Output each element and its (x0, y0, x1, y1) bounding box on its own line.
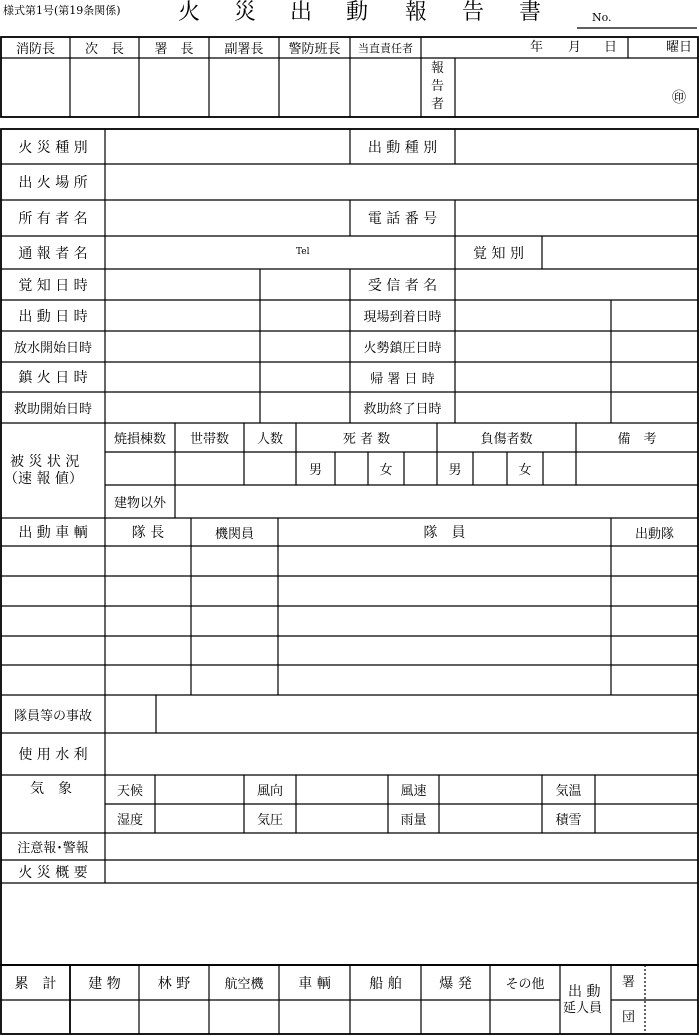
col-deputy-station-chief: 副署長 (224, 42, 264, 57)
col-building: 建 物 (88, 975, 121, 992)
label-sky: 天候 (116, 784, 143, 799)
label-water-start: 放水開始日時 (13, 341, 92, 356)
title-char-2: 災 (234, 0, 257, 25)
label-corps: 団 (622, 1010, 636, 1025)
label-warnings: 注意報･警報 (17, 841, 89, 856)
label-return-time: 帰 署 日 時 (370, 371, 435, 387)
col-deputy-chief: 次 長 (84, 42, 124, 57)
col-engineer: 機関員 (214, 526, 254, 542)
label-rainfall: 雨量 (400, 813, 427, 828)
label-wind-speed: 風速 (400, 784, 427, 799)
title-char-5: 報 (405, 0, 428, 25)
label-dispatch-time: 出 動 日 時 (18, 308, 88, 325)
date-month: 月 (568, 40, 582, 55)
col-aircraft: 航空機 (224, 977, 264, 992)
col-explosion: 爆 発 (439, 975, 472, 992)
col-burned-buildings: 焼損棟数 (113, 432, 166, 447)
label-awareness-time: 覚 知 日 時 (18, 277, 88, 294)
label-awareness-type: 覚 知 別 (473, 245, 524, 262)
label-accident: 隊員等の事故 (13, 708, 92, 724)
label-rescue-end: 救助終了日時 (363, 402, 442, 417)
col-vehicle: 車 輌 (298, 975, 331, 992)
col-unit: 出動隊 (634, 526, 674, 542)
col-forest: 林 野 (157, 975, 191, 992)
label-dispatch-type: 出 動 種 別 (367, 139, 438, 156)
form-number: 様式第1号(第19条関係) (3, 4, 121, 17)
col-ship: 船 舶 (369, 975, 402, 992)
title-char-4: 動 (346, 0, 369, 25)
label-dispatch: 出 動 (568, 984, 601, 1000)
reporter-char-3: 者 (431, 97, 445, 112)
col-station-chief: 署 長 (154, 42, 194, 57)
label-temperature: 気温 (555, 784, 582, 799)
reporter-char-1: 報 (431, 61, 445, 76)
col-remarks: 備 考 (617, 432, 657, 447)
label-wind-direction: 風向 (256, 784, 283, 799)
col-members: 隊 員 (423, 525, 466, 541)
label-receiver-name: 受 信 者 名 (367, 277, 438, 294)
label-suppression-time: 火勢鎮圧日時 (363, 341, 442, 356)
title-char-1: 火 (178, 0, 201, 25)
label-cumulative: 累 計 (14, 975, 57, 992)
label-weather: 気 象 (30, 781, 72, 797)
col-duty-officer: 当直責任者 (358, 41, 413, 55)
no-label: No. (592, 11, 612, 24)
label-arrival-time: 現場到着日時 (363, 310, 442, 325)
label-humidity: 湿度 (116, 813, 143, 828)
title-char-7: 書 (519, 0, 542, 25)
col-households: 世帯数 (189, 432, 229, 447)
label-phone-number: 電 話 番 号 (367, 211, 438, 227)
label-total-personnel: 延人員 (563, 1001, 603, 1016)
label-vehicles: 出 動 車 輌 (18, 525, 88, 541)
col-persons: 人数 (256, 432, 283, 447)
seal-mark: ㊞ (672, 90, 686, 106)
label-fire-summary: 火 災 概 要 (18, 864, 88, 881)
label-rescue-start: 救助開始日時 (13, 402, 92, 417)
col-squad-leader: 警防班長 (288, 42, 341, 57)
label-fire-location: 出 火 場 所 (18, 175, 88, 191)
reporter-char-2: 告 (431, 79, 445, 94)
label-extinguished-time: 鎮 火 日 時 (18, 370, 88, 386)
label-station: 署 (622, 975, 636, 990)
col-deaths: 死 者 数 (342, 432, 391, 447)
injured-male: 男 (448, 463, 462, 478)
label-water-source: 使 用 水 利 (18, 747, 88, 763)
col-fire-chief: 消防長 (15, 42, 55, 57)
date-year: 年 (530, 40, 544, 55)
label-fire-type: 火 災 種 別 (18, 139, 88, 156)
title-char-6: 告 (462, 0, 485, 25)
label-reporter-name: 通 報 者 名 (18, 245, 88, 262)
date-day: 日 (604, 40, 618, 55)
title-char-3: 出 (290, 0, 313, 25)
label-damage-status: 被 災 状 況 (10, 454, 80, 470)
weekday: 曜日 (666, 40, 693, 55)
deaths-male: 男 (308, 463, 322, 478)
deaths-female: 女 (379, 463, 393, 478)
col-other: その他 (505, 977, 545, 992)
col-leader: 隊 長 (131, 525, 165, 541)
injured-female: 女 (518, 463, 532, 478)
label-snow: 積雪 (555, 813, 582, 828)
label-pressure: 気圧 (256, 813, 283, 828)
label-non-building: 建物以外 (113, 496, 166, 511)
tel-label: Tel (296, 247, 310, 257)
label-owner-name: 所 有 者 名 (18, 211, 88, 227)
label-preliminary: （速 報 値） (4, 471, 83, 487)
col-injured: 負傷者数 (480, 432, 533, 447)
